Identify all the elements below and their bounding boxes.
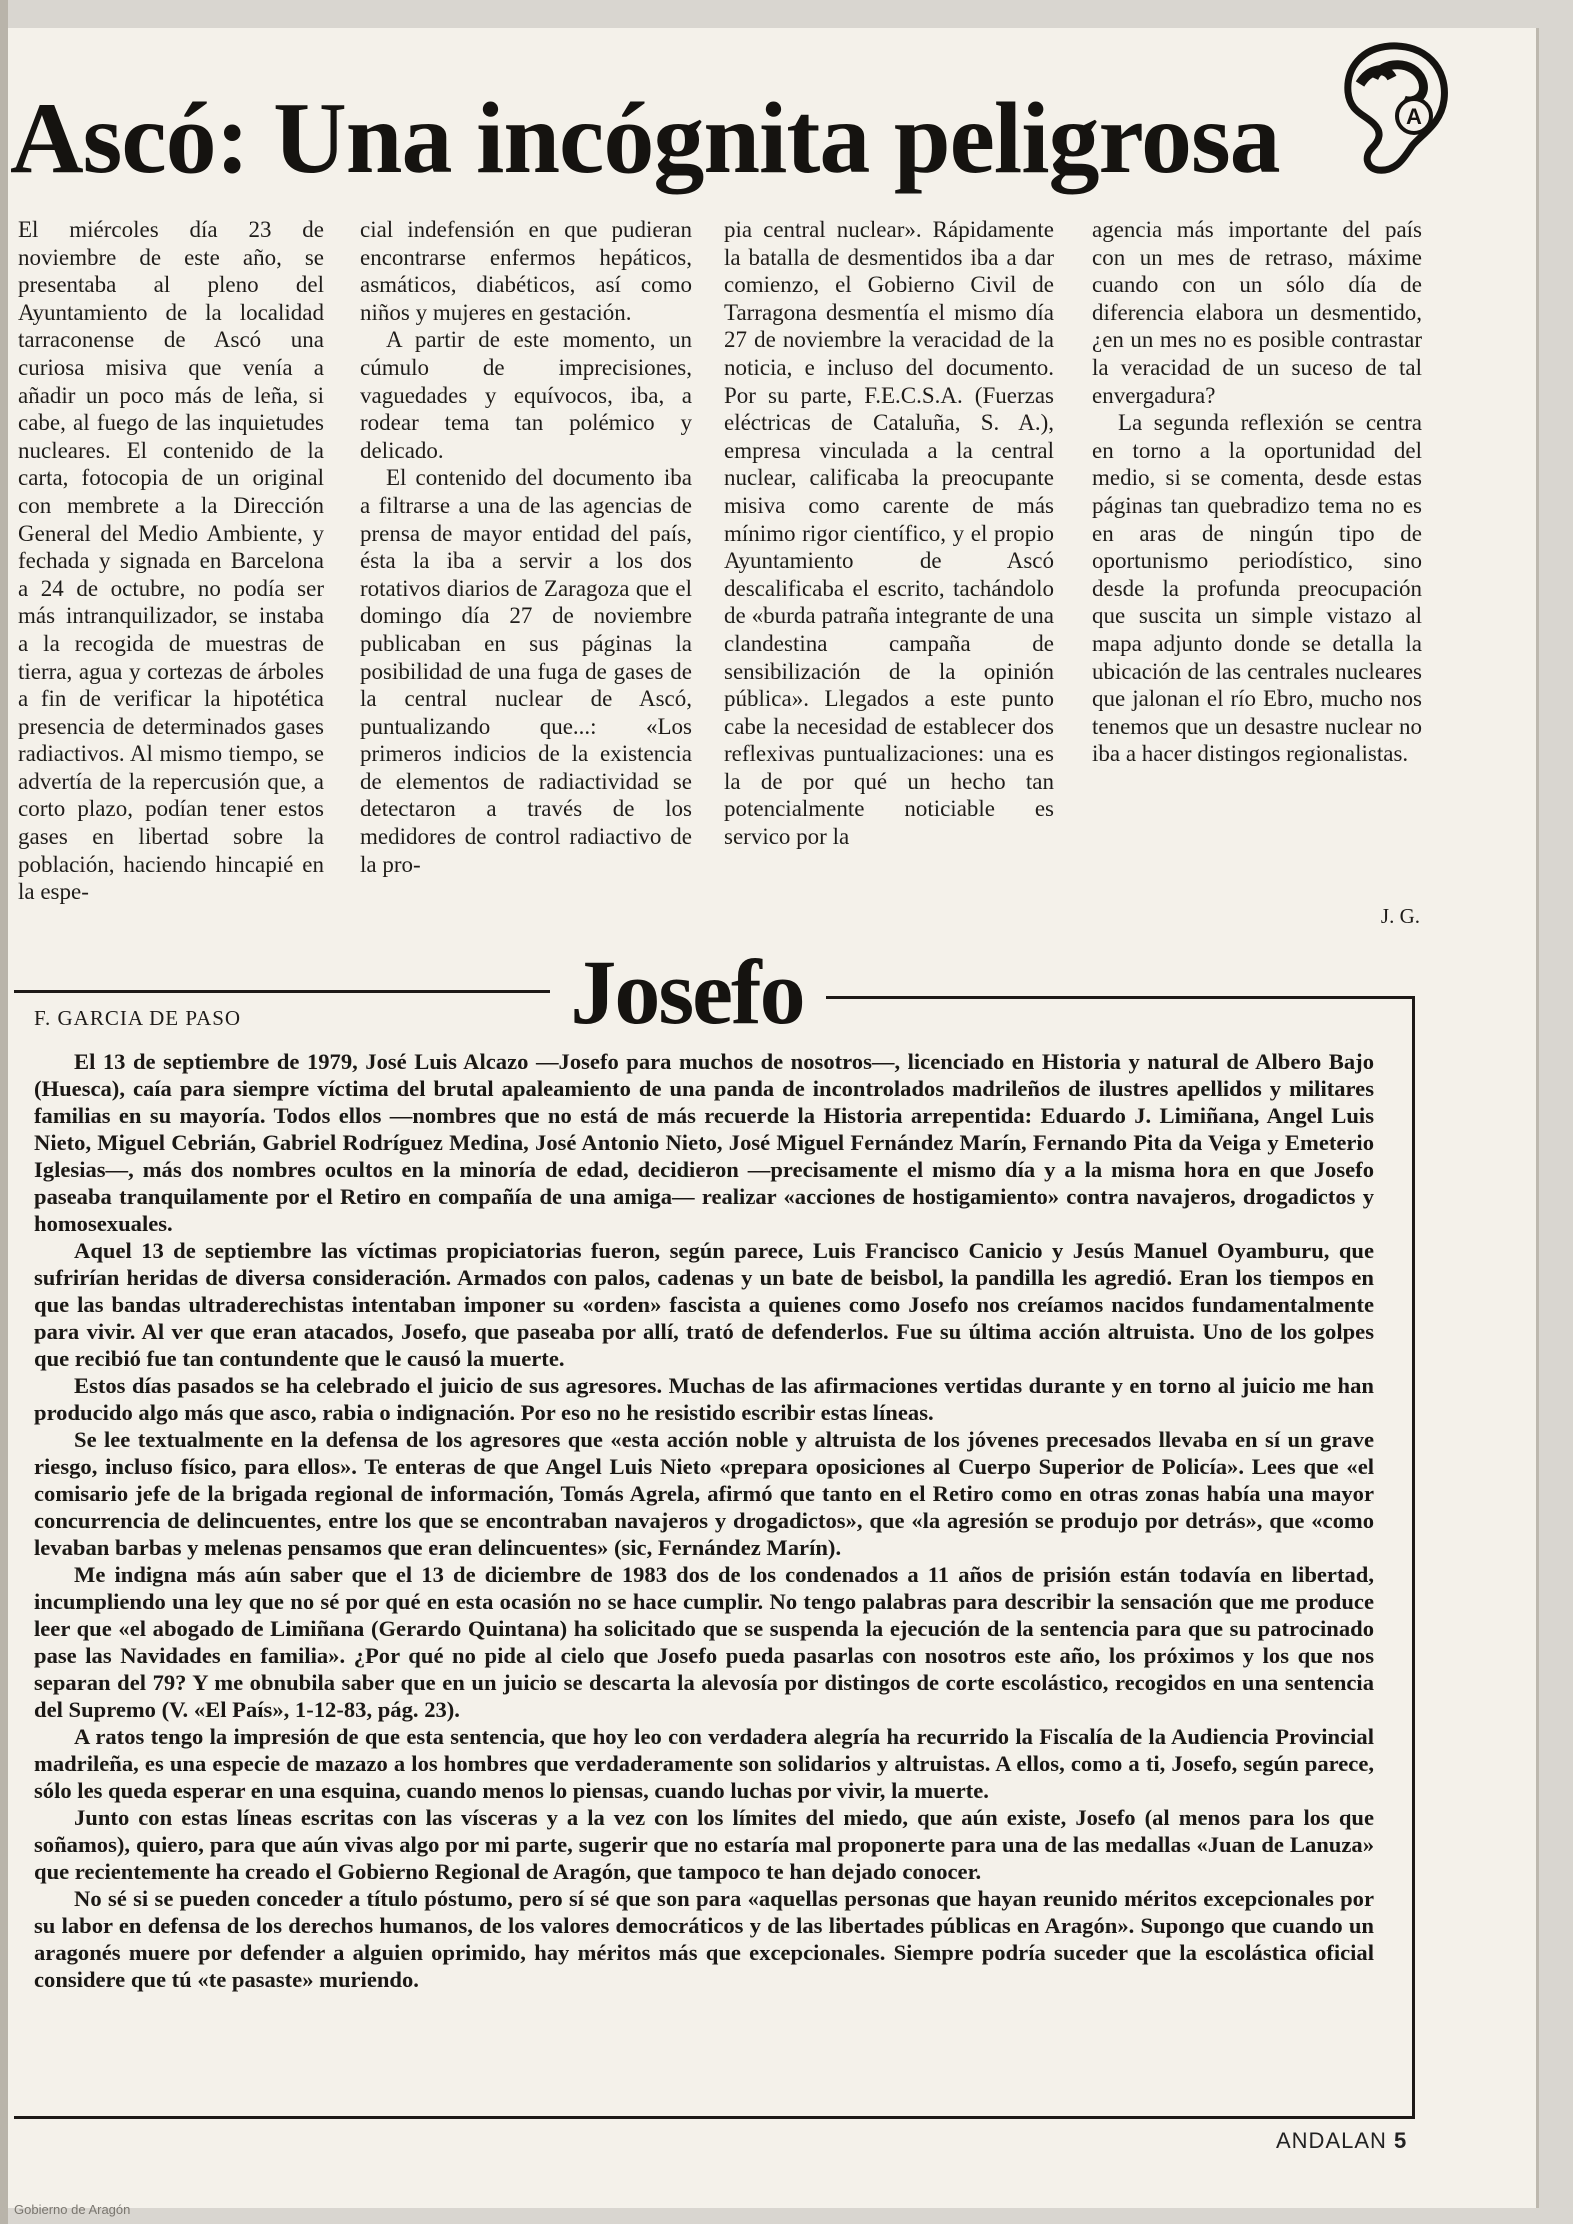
- article-paragraph: No sé si se pueden conceder a título póstumo, pero sí sé que son para «aquellas personas que hayan reunido méritos excepcionales por su labor en defensa de los derechos humanos, de los valores democráticos y de las libertades públicas en Aragón». Supongo que cuando un aragonés muere por defender a alguien oprimido, hay méritos más que excepcionales. Siempre podría suceder que la escolástica oficial considere que tú «te pasaste» muriendo.: [34, 1886, 1374, 1992]
- josefo-title: Josefo: [570, 941, 804, 1043]
- byline: F. GARCIA DE PASO: [34, 1006, 242, 1030]
- box-top-rule: [14, 990, 550, 993]
- article-paragraph: Estos días pasados se ha celebrado el juicio de sus agresores. Muchas de las afirmaciones vertidas durante y en torno al juicio me han producido algo más que asco, rabia o indignación. Por eso no he resistido escribir estas líneas.: [34, 1373, 1374, 1425]
- josefo-article-body: [34, 1048, 1374, 1993]
- headline: Ascó: Una incógnita peligrosa: [10, 82, 1280, 195]
- column-paragraph: El miércoles día 23 de noviembre de este año, se presentaba al pleno del Ayuntamiento de la localidad tarraconense de Ascó una curiosa misiva que venía a añadir un poco más de leña, si cabe, al fuego de las inquietudes nucleares. El contenido de la carta, fotocopia de un original con membrete a la Dirección General del Medio Ambiente, y fechada y signada en Barcelona a 24 de octubre, no podía ser más intranquilizador, se instaba a la recogida de muestras de tierra, agua y cortezas de árboles a fin de verificar la hipotética presencia de determinados gases radiactivos. Al mismo tiempo, se advertía de la repercusión que, a corto plazo, podían tener estos gases en libertad sobre la población, haciendo hincapié en la espe-: [18, 217, 324, 905]
- andalan-ear-logo-icon: [1330, 38, 1450, 178]
- column-paragraph: pia central nuclear». Rápidamente la batalla de desmentidos iba a dar comienzo, el Gobierno Civil de Tarragona desmentía el mismo día 27 de noviembre la veracidad de la noticia, e incluso del documento. Por su parte, F.E.C.S.A. (Fuerzas eléctricas de Cataluña, S. A.), empresa vinculada a la central nuclear, calificaba la preocupante misiva como carente de más mínimo rigor científico, y el propio Ayuntamiento de Ascó descalificaba el escrito, tachándolo de «burda patraña integrante de una clandestina campaña de sensibilización de la opinión pública». Llegados a este punto cabe la necesidad de establecer dos reflexivas puntualizaciones: una es la de por qué un hecho tan potencialmente noticiable es servico por la: [724, 217, 1054, 850]
- binding-edge: [0, 0, 8, 2224]
- column-paragraph: A partir de este momento, un cúmulo de imprecisiones, vaguedades y equívocos, iba, a rodear tema tan polémico y delicado.: [360, 327, 692, 463]
- ascó-column-3: [724, 216, 1054, 936]
- column-paragraph: La segunda reflexión se centra en torno a la oportunidad del medio, si se comenta, desde estas páginas tan quebradizo tema no es en aras de ningún tipo de oportunismo periodístico, sino desde la profunda preocupación que suscita un simple vistazo al mapa adjunto donde se detalla la ubicación de las centrales nucleares que jalonan el río Ebro, mucho nos tenemos que un desastre nuclear no iba a hacer distingos regionalistas.: [1092, 410, 1422, 767]
- article-paragraph: El 13 de septiembre de 1979, José Luis Alcazo —Josefo para muchos de nosotros—, licenciado en Historia y natural de Albero Bajo (Huesca), caía para siempre víctima del brutal apaleamiento de una panda de incontrolados madrileños de ilustres apellidos y militares familias en su mayoría. Todos ellos —nombres que no está de más recuerde la Historia arrepentida: Eduardo J. Limiñana, Angel Luis Nieto, Miguel Cebrián, Gabriel Rodríguez Medina, José Antonio Nieto, José Miguel Fernández Marín, Fernando Pita da Veiga y Emeterio Iglesias—, más dos nombres ocultos en la minoría de edad, decidieron —precisamente el mismo día y a la misma hora en que Josefo paseaba tranquilamente por el Retiro en compañía de una amiga— realizar «acciones de hostigamiento» contra navajeros, drogadictos y homosexuales.: [34, 1049, 1374, 1236]
- column-paragraph: cial indefensión en que pudieran encontrarse enfermos hepáticos, asmáticos, diabéticos, así como niños y mujeres en gestación.: [360, 217, 692, 325]
- ascó-column-4: [1092, 216, 1422, 936]
- page-number: 5: [1394, 2128, 1408, 2153]
- page-footer: [1276, 2128, 1407, 2154]
- publication-name: ANDALAN: [1276, 2128, 1387, 2153]
- article-paragraph: Aquel 13 de septiembre las víctimas propiciatorias fueron, según parece, Luis Francisco Canicio y Jesús Manuel Oyamburu, que sufrirían heridas de diversa consideración. Armados con palos, cadenas y un bate de beisbol, la pandilla les agredió. Eran los tiempos en que las bandas ultraderechistas intentaban imponer su «orden» fascista a quienes como Josefo nos creíamos nacidos fundamentalmente para vivir. Al ver que eran atacados, Josefo, que paseaba por allí, trató de defenderlos. Fue su última acción altruista. Uno de los golpes que recibió fue tan contundente que le causó la muerte.: [34, 1238, 1374, 1371]
- logo-letter: A: [1406, 104, 1422, 129]
- article-paragraph: Me indigna más aún saber que el 13 de diciembre de 1983 dos de los condenados a 11 años de prisión están todavía en libertad, incumpliendo una ley que no sé por qué en esta ocasión no se hace cumplir. No tengo palabras para describir la sensación que me produce leer que «el abogado de Limiñana (Gerardo Quintana) ha solicitado que se suspenda la ejecución de la sentencia para que su patrocinado pase las Navidades en familia». ¿Por qué no pide al cielo que Josefo pueda pasarlas con nosotros este año, los próximos y los que nos separan del 79? Y me obnubila saber que en un juicio se descarta la alevosía por distingos de corte escolástico, recogidos en una sentencia del Supremo (V. «El País», 1-12-83, pág. 23).: [34, 1562, 1374, 1722]
- author-initials: J. G.: [1380, 904, 1420, 928]
- column-paragraph: agencia más importante del país con un mes de retraso, máxime cuando con un sólo día de diferencia elabora un desmentido, ¿en un mes no es posible contrastar la veracidad de un suceso de tal envergadura?: [1092, 217, 1422, 408]
- article-paragraph: Se lee textualmente en la defensa de los agresores que «esta acción noble y altruista de los jóvenes precesados llevaba en sí un grave riesgo, incluso físico, para ellos». Te enteras de que Angel Luis Nieto «prepara oposiciones al Cuerpo Superior de Policía». Lees que «el comisario jefe de la brigada regional de información, Tomás Agrela, afirmó que tanto en el Retiro como en otras zonas había una mayor concurrencia de delincuentes, entre los que se encontraban navajeros y drogadictos», que «la agresión se produjo por detrás», que «como levaban barbas y melenas pensamos que eran delincuentes» (sic, Fernández Marín).: [34, 1427, 1374, 1560]
- article-paragraph: A ratos tengo la impresión de que esta sentencia, que hoy leo con verdadera alegría ha recurrido la Fiscalía de la Audiencia Provincial madrileña, es una especie de mazazo a los hombres que verdaderamente son solidarios y altruistas. A ellos, como a ti, Josefo, según parece, sólo les queda esperar en una esquina, cuando menos lo piensas, cuando luchas por vivir, la muerte.: [34, 1724, 1374, 1803]
- ascó-column-1: [18, 216, 324, 936]
- archive-watermark: Gobierno de Aragón: [14, 2202, 131, 2217]
- article-paragraph: Junto con estas líneas escritas con las vísceras y a la vez con los límites del miedo, que aún existe, Josefo (al menos para los que soñamos), quiero, para que aún vivas algo por mi parte, sugerir que no estaría mal proponerte para una de las medallas «Juan de Lanuza» que recientemente ha creado el Gobierno Regional de Aragón, que tampoco te han dejado conocer.: [34, 1805, 1374, 1884]
- column-paragraph: El contenido del documento iba a filtrarse a una de las agencias de prensa de mayor entidad del país, ésta la iba a servir a los dos rotativos diarios de Zaragoza que el domingo día 27 de noviembre publicaban en sus páginas la posibilidad de una fuga de gases de la central nuclear de Ascó, puntualizando que...: «Los primeros indicios de la existencia de elementos de radiactividad se detectaron a través de los medidores de control radiactivo de la pro-: [360, 465, 692, 877]
- ascó-column-2: [360, 216, 692, 936]
